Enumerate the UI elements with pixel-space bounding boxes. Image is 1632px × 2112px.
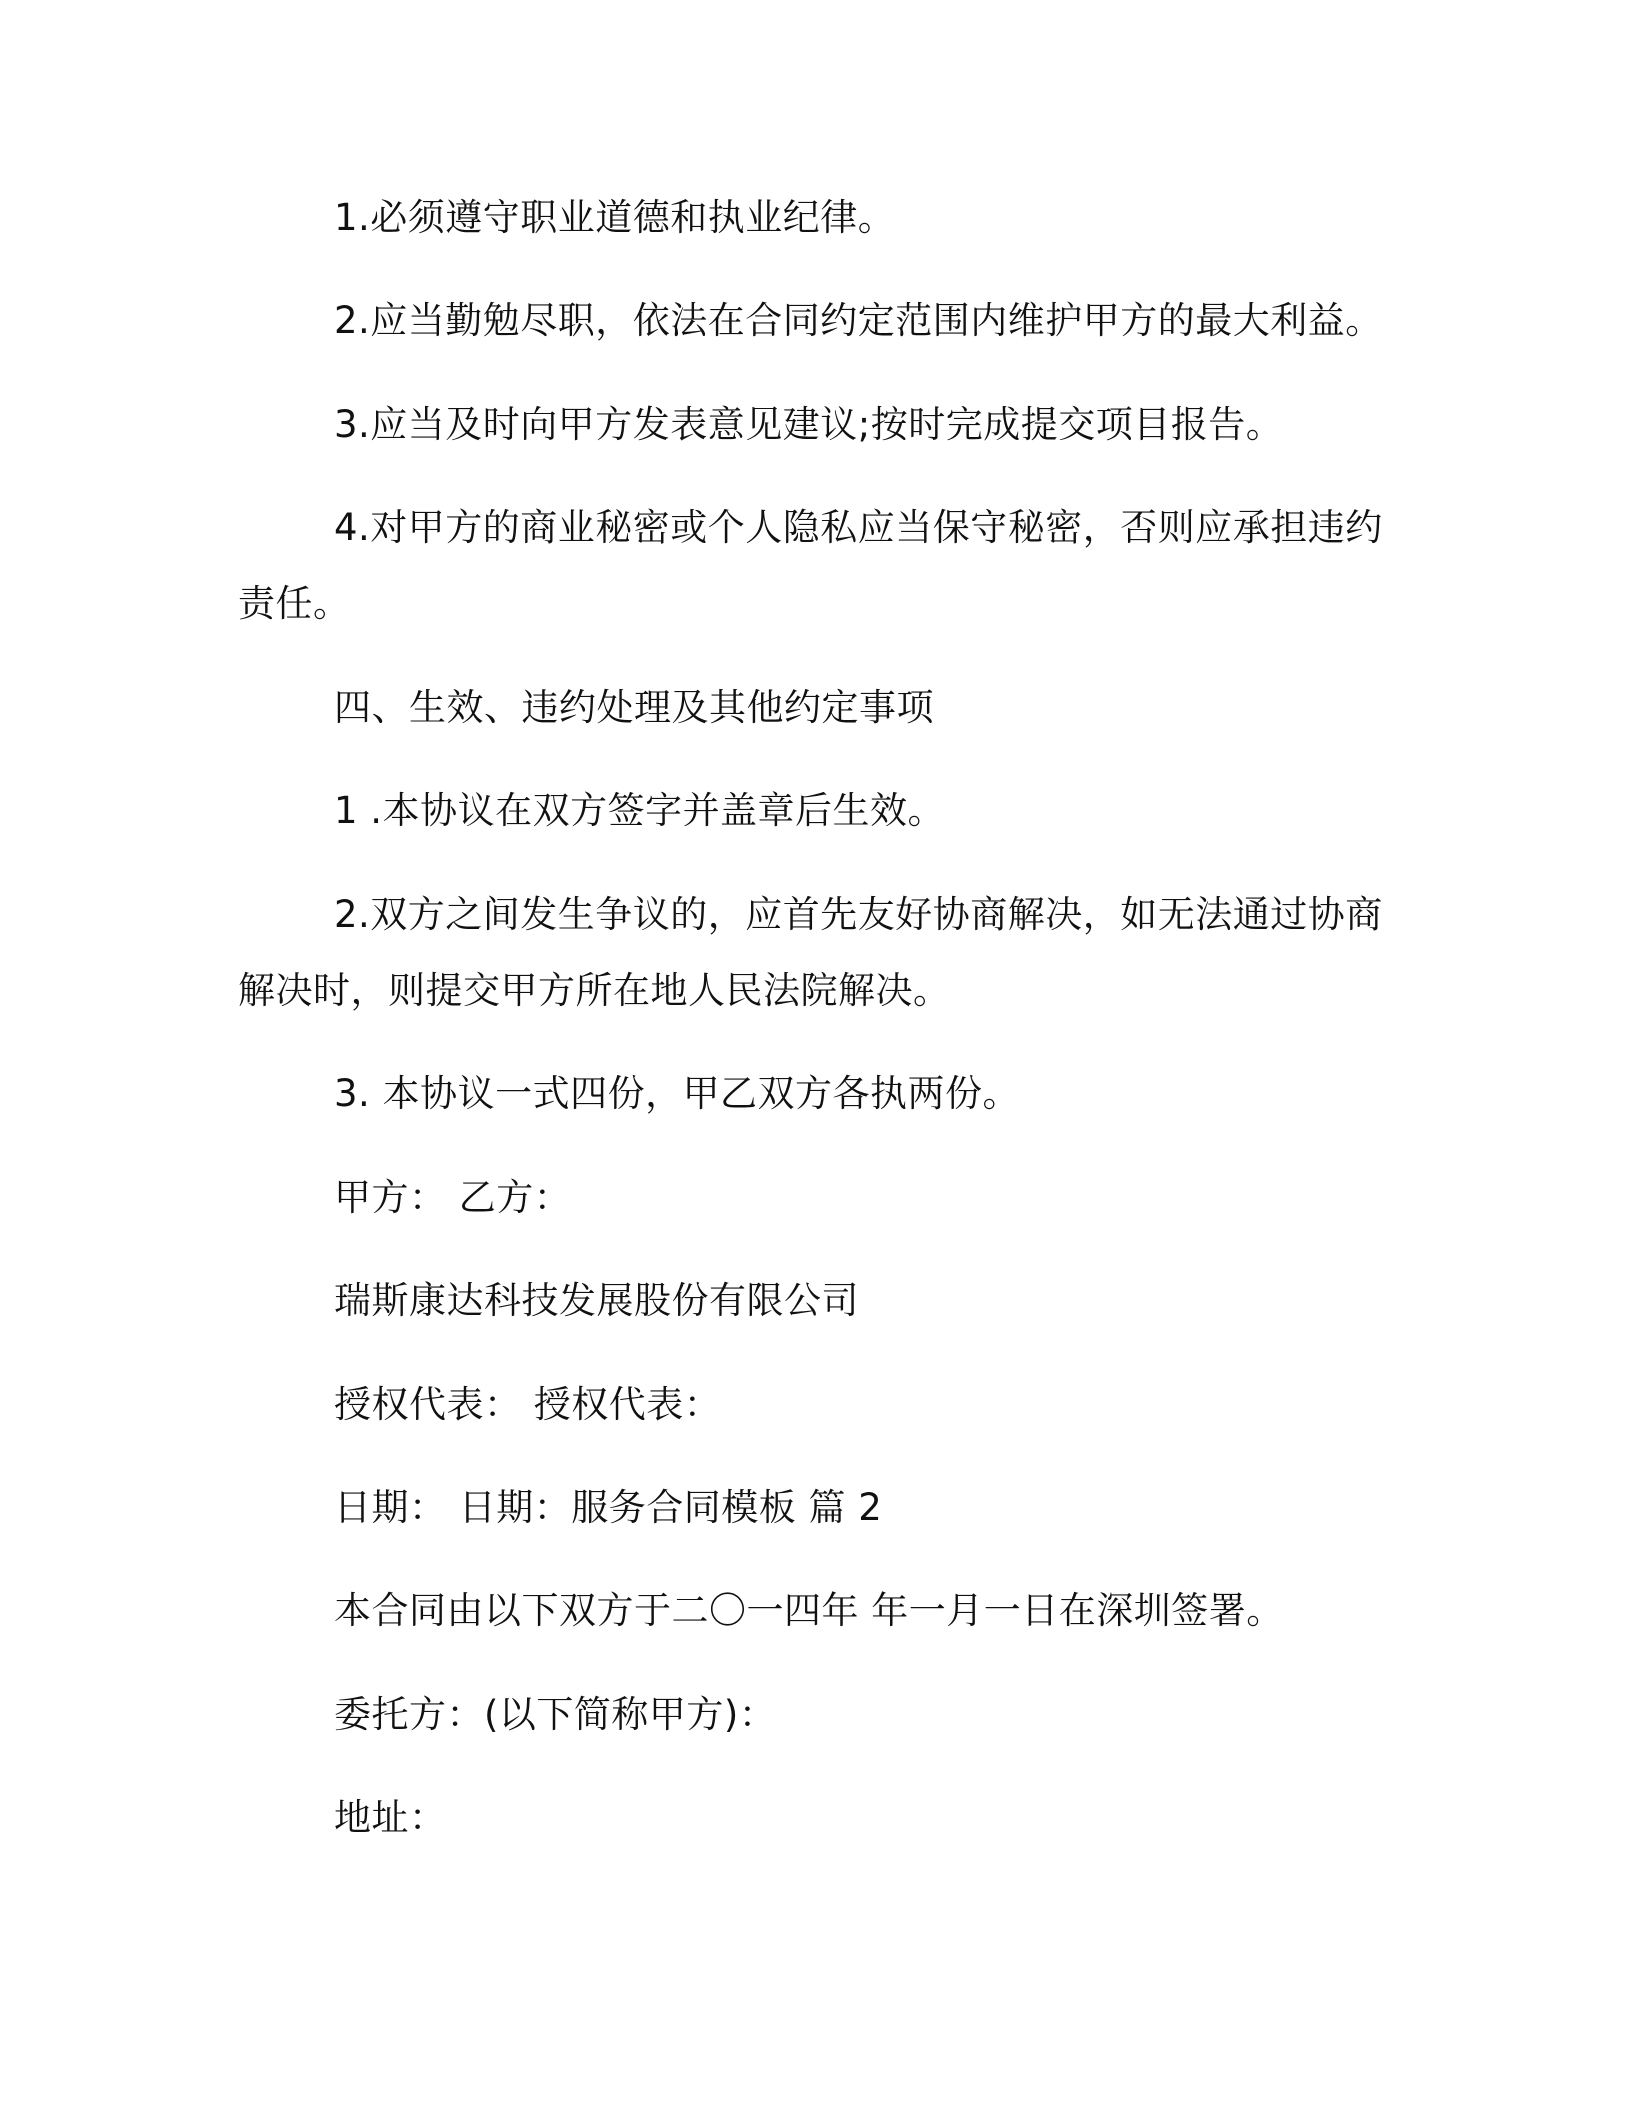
- company-name: 瑞斯康达科技发展股份有限公司: [334, 1279, 859, 1322]
- clause-3: 3.应当及时向甲方发表意见建议;按时完成提交项目报告。: [334, 403, 1284, 446]
- date-labels: 日期： 日期：服务合同模板 篇 2: [334, 1486, 883, 1529]
- section-heading: 四、生效、违约处理及其他约定事项: [334, 686, 934, 729]
- representative-labels: 授权代表： 授权代表：: [334, 1383, 722, 1426]
- client-label: 委托方：(以下简称甲方)：: [334, 1693, 777, 1736]
- party-labels: 甲方： 乙方：: [334, 1176, 572, 1219]
- address-label: 地址：: [334, 1796, 447, 1839]
- effect-clause-1: 1 .本协议在双方签字并盖章后生效。: [334, 789, 946, 832]
- effect-clause-3: 3. 本协议一式四份，甲乙双方各执两份。: [334, 1072, 1021, 1115]
- clause-2: 2.应当勤勉尽职，依法在合同约定范围内维护甲方的最大利益。: [334, 299, 1383, 342]
- clause-4: 4.对甲方的商业秘密或个人隐私应当保守秘密，否则应承担违约责任。: [238, 506, 1383, 625]
- contract-signing-line: 本合同由以下双方于二〇一四年 年一月一日在深圳签署。: [334, 1589, 1284, 1632]
- clause-1: 1.必须遵守职业道德和执业纪律。: [334, 196, 896, 239]
- effect-clause-2: 2.双方之间发生争议的，应首先友好协商解决，如无法通过协商解决时，则提交甲方所在地人民法院解决。: [238, 893, 1383, 1012]
